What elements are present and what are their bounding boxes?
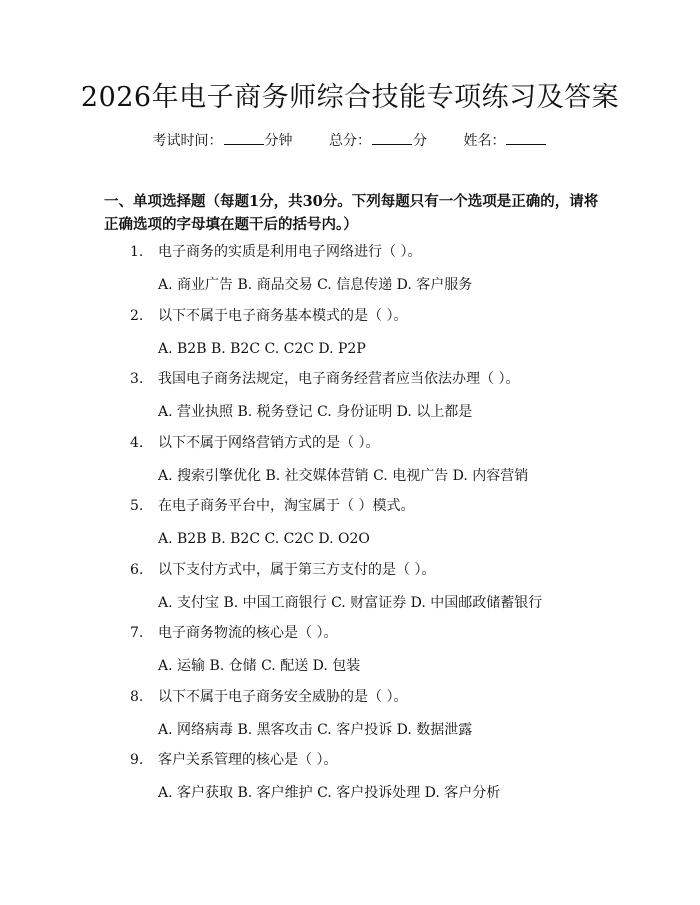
question-text: 客户关系管理的核心是（ ）。 [158, 752, 338, 768]
question-number: 5. [130, 498, 144, 514]
question-options: A. B2B B. B2C C. C2C D. P2P [158, 340, 366, 357]
exam-meta [0, 130, 700, 151]
score-unit: 分 [413, 133, 427, 149]
name-blank [506, 130, 546, 145]
question-item [0, 242, 700, 306]
page-title: 2026年电子商务师综合技能专项练习及答案 [80, 82, 620, 113]
question-options: A. 搜索引擎优化 B. 社交媒体营销 C. 电视广告 D. 内容营销 [158, 467, 529, 484]
question-options: A. 支付宝 B. 中国工商银行 C. 财富证券 D. 中国邮政储蓄银行 [158, 594, 543, 611]
name-label: 姓名： [463, 133, 506, 149]
question-number: 3. [130, 371, 144, 387]
question-text: 以下不属于电子商务基本模式的是（ ）。 [158, 307, 408, 324]
section-heading: 一、单项选择题（每题1分，共30分。下列每题只有一个选项是正确的，请将正确选项的字母填在题干后的括号内。） [104, 193, 599, 233]
question-number: 9. [130, 752, 144, 768]
time-label: 考试时间： [152, 133, 223, 149]
question-list [0, 242, 700, 814]
question-number: 1. [130, 244, 144, 260]
question-item [0, 560, 700, 624]
question-text: 在电子商务平台中，淘宝属于（ ）模式。 [158, 498, 415, 514]
question-number: 8. [130, 688, 144, 705]
question-number: 2. [130, 307, 144, 324]
exam-score [329, 130, 427, 151]
question-item [0, 306, 700, 370]
question-item [0, 496, 700, 560]
question-options: A. 营业执照 B. 税务登记 C. 身份证明 D. 以上都是 [158, 404, 473, 420]
question-item [0, 687, 700, 751]
question-text: 以下不属于网络营销方式的是（ ）。 [158, 434, 380, 451]
question-options: A. 客户获取 B. 客户维护 C. 客户投诉处理 D. 客户分析 [158, 785, 501, 801]
question-item [0, 750, 700, 814]
exam-time [153, 130, 293, 151]
time-blank [224, 130, 264, 145]
question-options: A. B2B B. B2C C. C2C D. O2O [158, 531, 370, 547]
question-item [0, 433, 700, 497]
score-blank [372, 130, 412, 145]
question-text: 电子商务的实质是利用电子网络进行（ ）。 [158, 244, 422, 260]
question-options: A. 运输 B. 仓储 C. 配送 D. 包装 [158, 658, 361, 674]
question-options: A. 商业广告 B. 商品交易 C. 信息传递 D. 客户服务 [158, 277, 473, 293]
question-number: 7. [130, 625, 144, 641]
score-label: 总分： [329, 133, 371, 149]
question-text: 以下不属于电子商务安全威胁的是（ ）。 [158, 688, 408, 705]
question-text: 以下支付方式中，属于第三方支付的是（ ）。 [158, 561, 436, 578]
exam-name [463, 130, 547, 151]
question-item [0, 623, 700, 687]
time-unit: 分钟 [264, 133, 293, 149]
question-item [0, 369, 700, 433]
question-number: 6. [130, 561, 144, 578]
question-number: 4. [130, 434, 144, 451]
question-text: 电子商务物流的核心是（ ）。 [158, 625, 338, 641]
question-text: 我国电子商务法规定，电子商务经营者应当依法办理（ ）。 [158, 371, 520, 387]
question-options: A. 网络病毒 B. 黑客攻击 C. 客户投诉 D. 数据泄露 [158, 721, 473, 738]
